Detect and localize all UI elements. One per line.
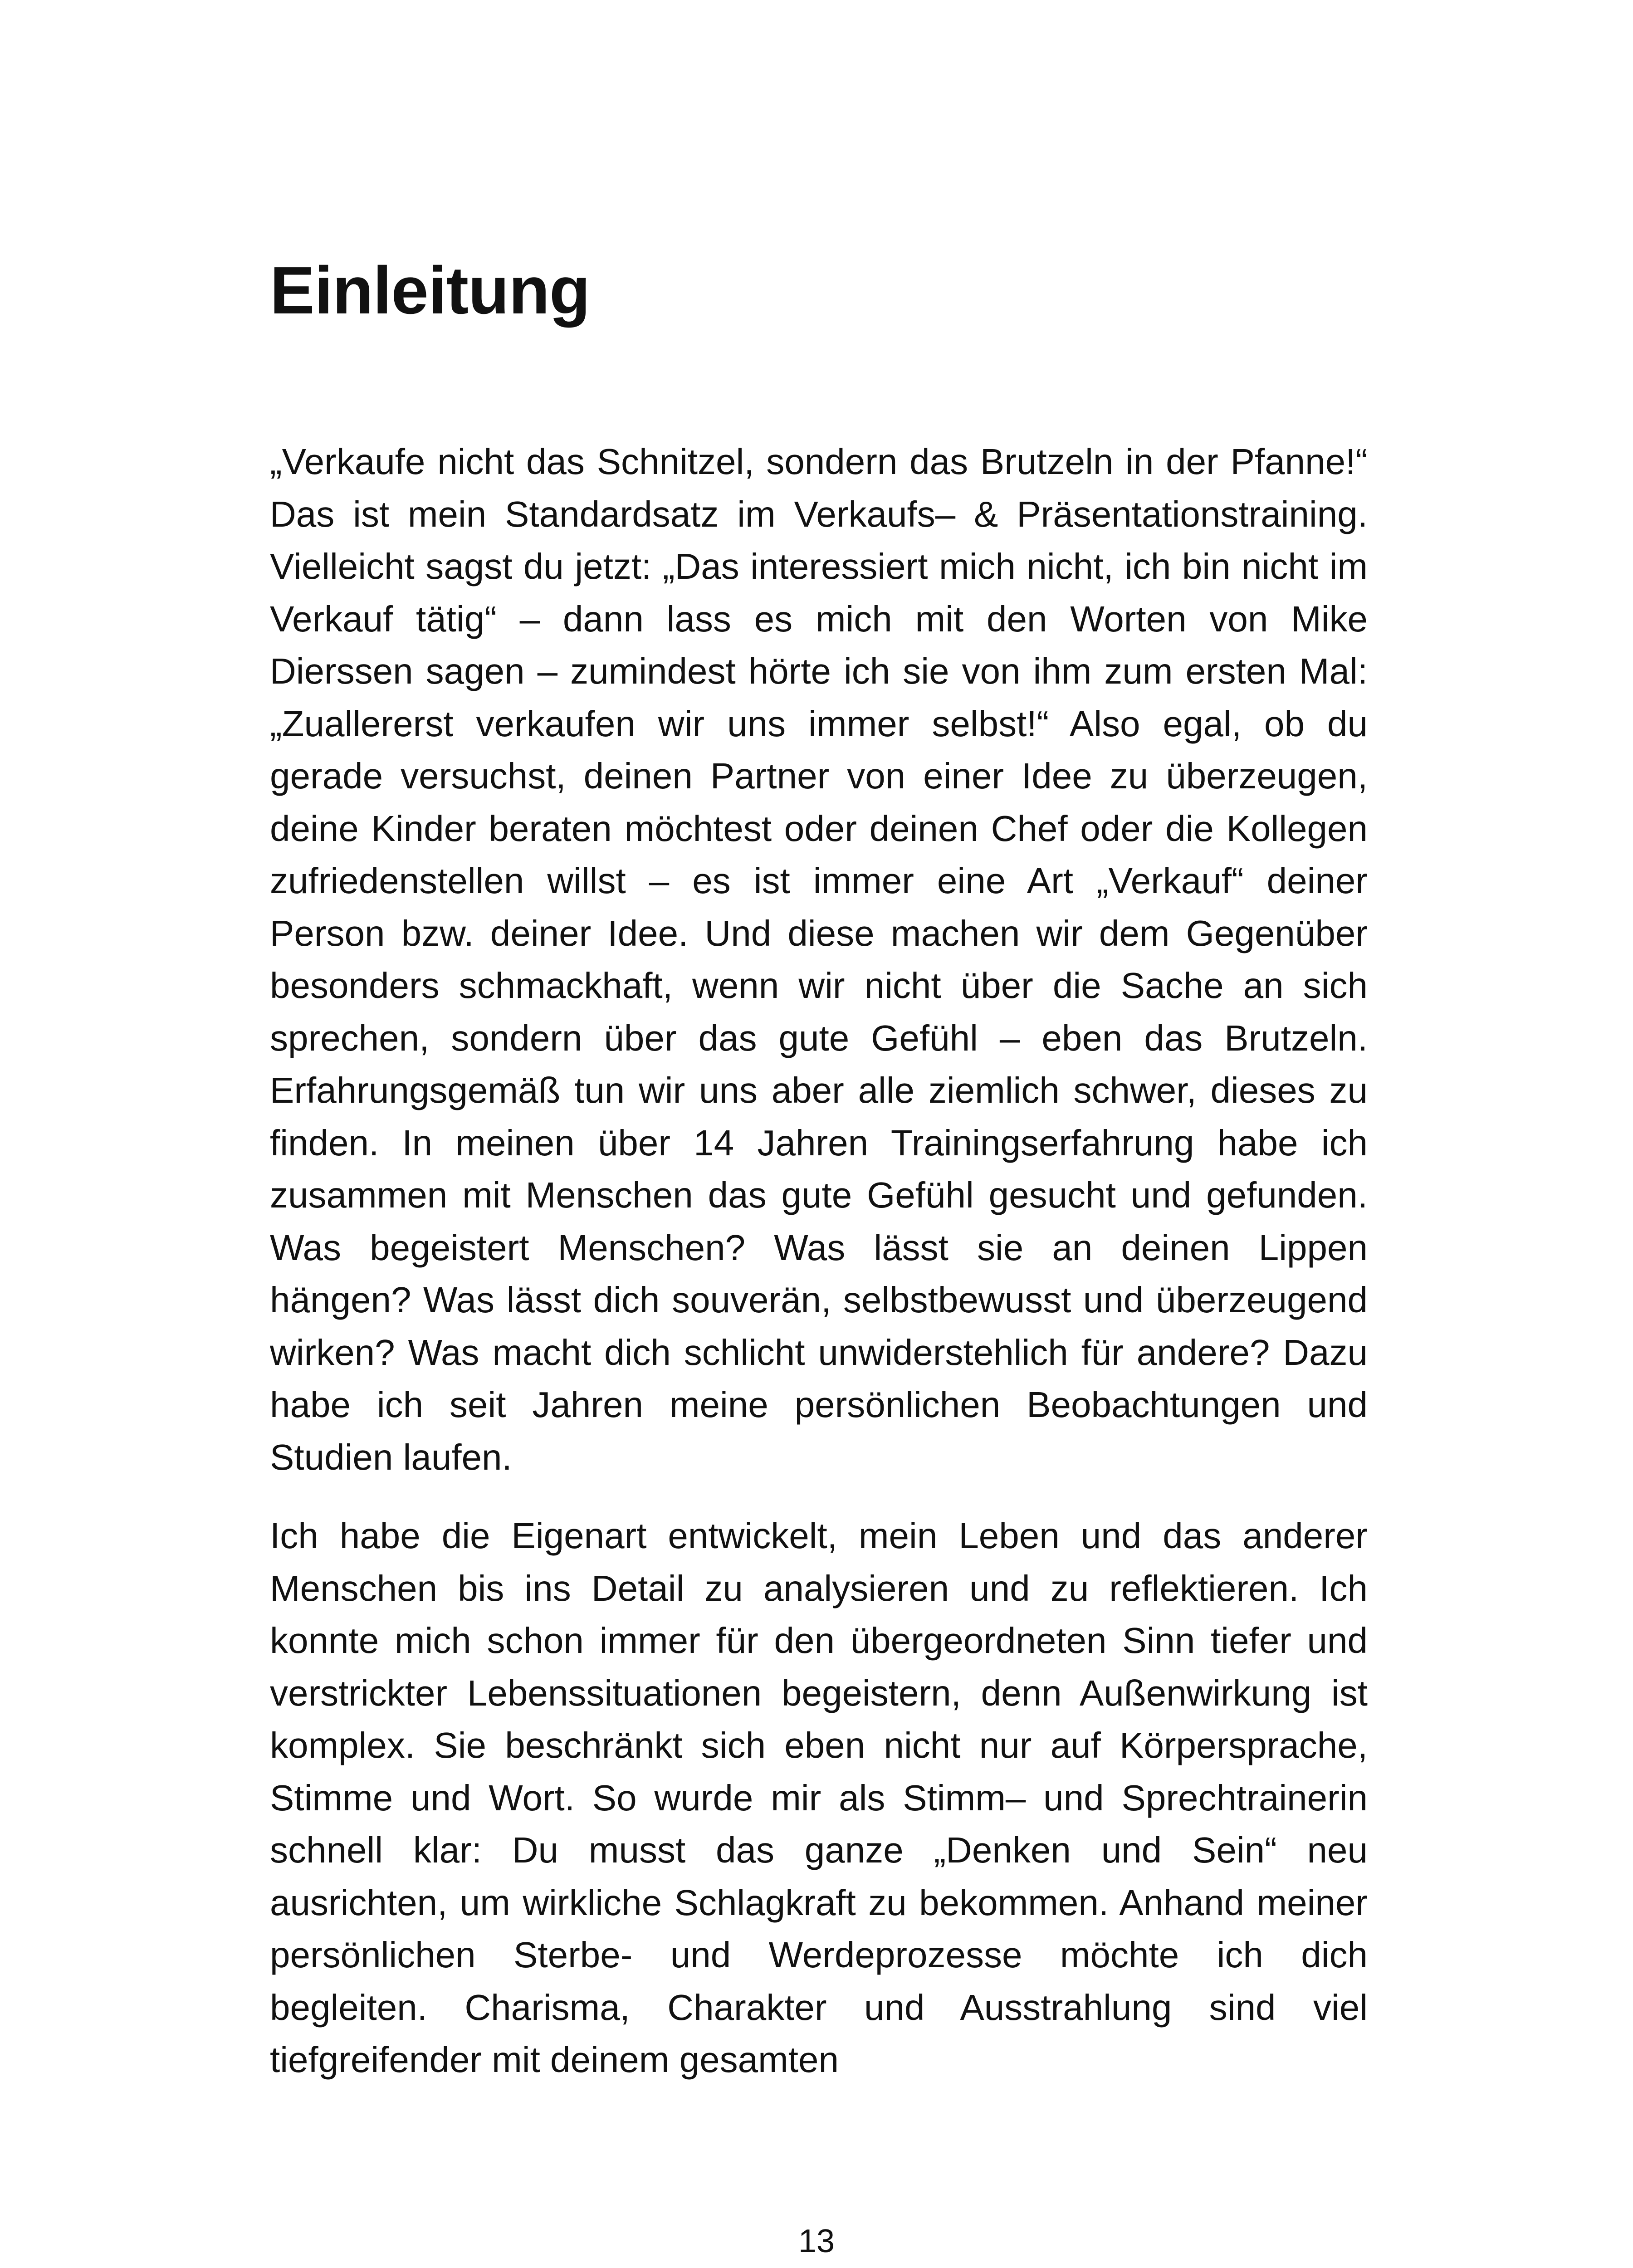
chapter-title: Einleitung	[270, 253, 590, 328]
paragraph-2: Ich habe die Eigenart entwickelt, mein Leben und das anderer Menschen bis ins Detail zu analysieren und zu reflektieren. Ich konnte mich schon immer für den übergeordneten Sinn tiefer und verstrickter Lebenssituationen begeistern, denn Außenwirkung ist komplex. Sie beschränkt sich eben nicht nur auf Körpersprache, Stimme und Wort. So wurde mir als Stimm– und Sprechtrainerin schnell klar: Du musst das ganze „Denken und Sein“ neu ausrichten, um wirkliche Schlagkraft zu bekommen. Anhand meiner persönlichen Sterbe- und Werdeprozesse möchte ich dich begleiten. Charisma, Charakter und Ausstrahlung sind viel tiefgreifender mit deinem gesamten	[270, 1515, 1368, 2080]
body-text	[270, 435, 1368, 2112]
paragraph-1: „Verkaufe nicht das Schnitzel, sondern das Brutzeln in der Pfanne!“ Das ist mein Standardsatz im Verkaufs– & Präsentationstraining. Vielleicht sagst du jetzt: „Das interessiert mich nicht, ich bin nicht im Verkauf tätig“ – dann lass es mich mit den Worten von Mike Dierssen sagen – zumindest hörte ich sie von ihm zum ersten Mal: „Zuallererst verkaufen wir uns immer selbst!“ Also egal, ob du gerade versuchst, deinen Partner von einer Idee zu überzeugen, deine Kinder beraten möchtest oder deinen Chef oder die Kollegen zufriedenstellen willst – es ist immer eine Art „Verkauf“ deiner Person bzw. deiner Idee. Und diese machen wir dem Gegenüber besonders schmackhaft, wenn wir nicht über die Sache an sich sprechen, sondern über das gute Gefühl – eben das Brutzeln. Erfahrungsgemäß tun wir uns aber alle ziemlich schwer, dieses zu finden. In meinen über 14 Jahren Trainingserfahrung habe ich zusammen mit Menschen das gute Gefühl gesucht und gefunden. Was begeistert Menschen? Was lässt sie an deinen Lippen hängen? Was lässt dich souverän, selbstbewusst und überzeugend wirken? Was macht dich schlicht unwiderstehlich für andere? Dazu habe ich seit Jahren meine persönlichen Beobachtungen und Studien laufen.	[270, 441, 1368, 1477]
page-number: 13	[798, 2223, 835, 2259]
